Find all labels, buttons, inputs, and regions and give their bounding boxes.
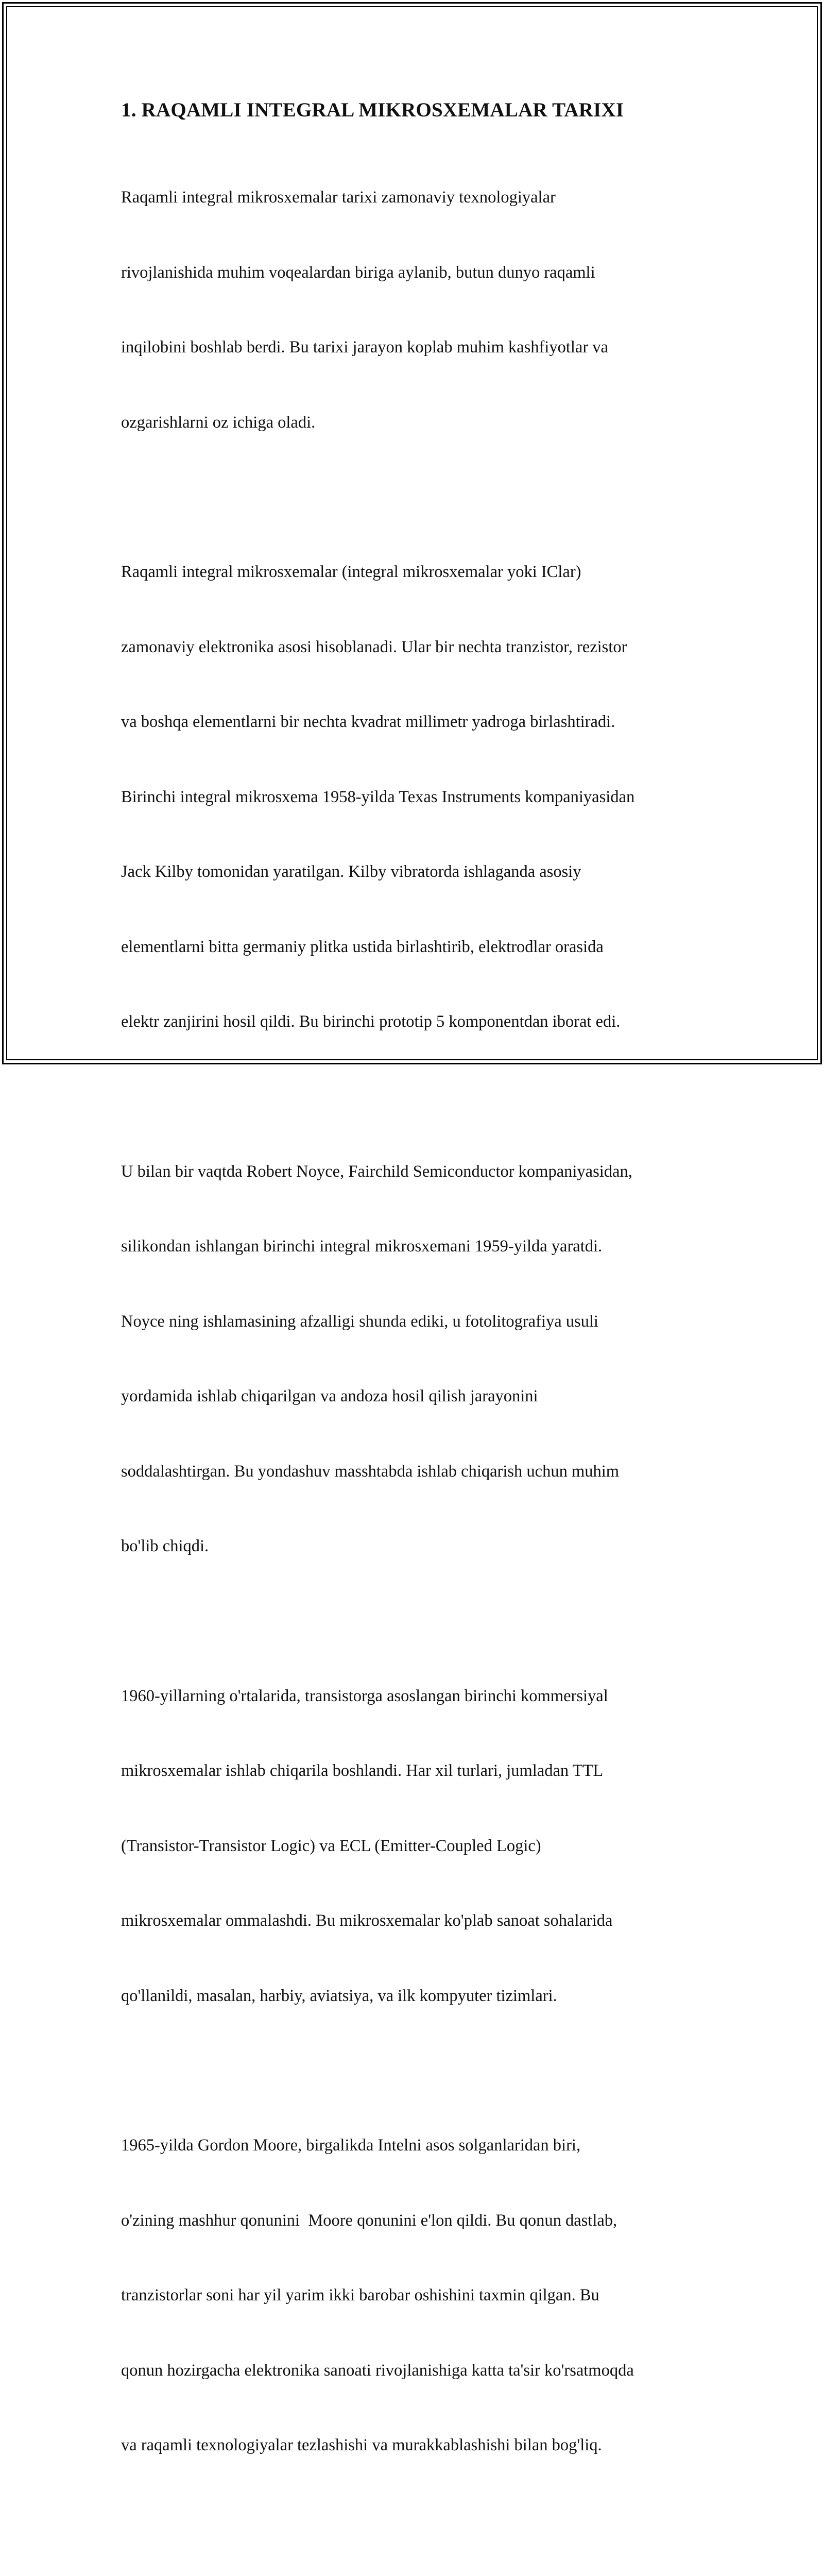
text-line: ozgarishlarni oz ichiga oladi. xyxy=(121,410,706,435)
paragraph-noyce xyxy=(121,1109,706,1609)
paragraph-1960s xyxy=(121,1634,706,2059)
document-content xyxy=(121,97,706,2576)
text-line: inqilobini boshlab berdi. Bu tarixi jarayon koplab muhim kashfiyotlar va xyxy=(121,335,706,360)
text-line: (Transistor-Transistor Logic) va ECL (Emitter-Coupled Logic) xyxy=(121,1834,706,1859)
text-line: Birinchi integral mikrosxema 1958-yilda Texas Instruments kompaniyasidan xyxy=(121,785,706,810)
section-heading: 1. RAQAMLI INTEGRAL MIKROSXEMALAR TARIXI xyxy=(121,97,706,124)
text-line: soddalashtirgan. Bu yondashuv masshtabda ishlab chiqarish uchun muhim xyxy=(121,1459,706,1484)
text-line: Raqamli integral mikrosxemalar tarixi zamonaviy texnologiyalar xyxy=(121,185,706,210)
text-line: yordamida ishlab chiqarilgan va andoza hosil qilish jarayonini xyxy=(121,1384,706,1409)
text-line: qonun hozirgacha elektronika sanoati rivojlanishiga katta ta'sir ko'rsatmoqda xyxy=(121,2358,706,2383)
text-line: mikrosxemalar ishlab chiqarila boshlandi. Har xil turlari, jumladan TTL xyxy=(121,1758,706,1784)
text-line: va boshqa elementlarni bir nechta kvadrat millimetr yadroga birlashtiradi. xyxy=(121,709,706,735)
paragraph-kilby xyxy=(121,510,706,1084)
text-line: bo'lib chiqdi. xyxy=(121,1534,706,1559)
text-line: va raqamli texnologiyalar tezlashishi va murakkablashishi bilan bog'liq. xyxy=(121,2433,706,2458)
paragraph-1970s xyxy=(121,2533,706,2576)
text-line: mikrosxemalar ommalashdi. Bu mikrosxemalar ko'plab sanoat sohalarida xyxy=(121,1908,706,1934)
text-line: zamonaviy elektronika asosi hisoblanadi. Ular bir nechta tranzistor, rezistor xyxy=(121,635,706,660)
text-line: silikondan ishlangan birinchi integral mikrosxemani 1959-yilda yaratdi. xyxy=(121,1234,706,1259)
text-line: o'zining mashhur qonunini Moore qonunini e'lon qildi. Bu qonun dastlab, xyxy=(121,2208,706,2233)
text-line: elementlarni bitta germaniy plitka ustida birlashtirib, elektrodlar orasida xyxy=(121,935,706,960)
text-line: Jack Kilby tomonidan yaratilgan. Kilby vibratorda ishlaganda asosiy xyxy=(121,859,706,885)
text-line: Noyce ning ishlamasining afzalligi shunda ediki, u fotolitografiya usuli xyxy=(121,1309,706,1334)
text-line: U bilan bir vaqtda Robert Noyce, Fairchild Semiconductor kompaniyasidan, xyxy=(121,1159,706,1184)
text-line: rivojlanishida muhim voqealardan biriga aylanib, butun dunyo raqamli xyxy=(121,260,706,285)
paragraph-moore xyxy=(121,2083,706,2508)
text-line: Raqamli integral mikrosxemalar (integral mikrosxemalar yoki IClar) xyxy=(121,560,706,585)
text-line: 1965-yilda Gordon Moore, birgalikda Intelni asos solganlaridan biri, xyxy=(121,2133,706,2158)
text-line: qo'llanildi, masalan, harbiy, aviatsiya, va ilk kompyuter tizimlari. xyxy=(121,1984,706,2009)
text-line: 1960-yillarning o'rtalarida, transistorga asoslangan birinchi kommersiyal xyxy=(121,1684,706,1709)
paragraph-intro xyxy=(121,135,706,485)
text-line: tranzistorlar soni har yil yarim ikki barobar oshishini taxmin qilgan. Bu xyxy=(121,2283,706,2308)
document-page xyxy=(0,0,824,1066)
text-line: elektr zanjirini hosil qildi. Bu birinchi prototip 5 komponentdan iborat edi. xyxy=(121,1009,706,1035)
